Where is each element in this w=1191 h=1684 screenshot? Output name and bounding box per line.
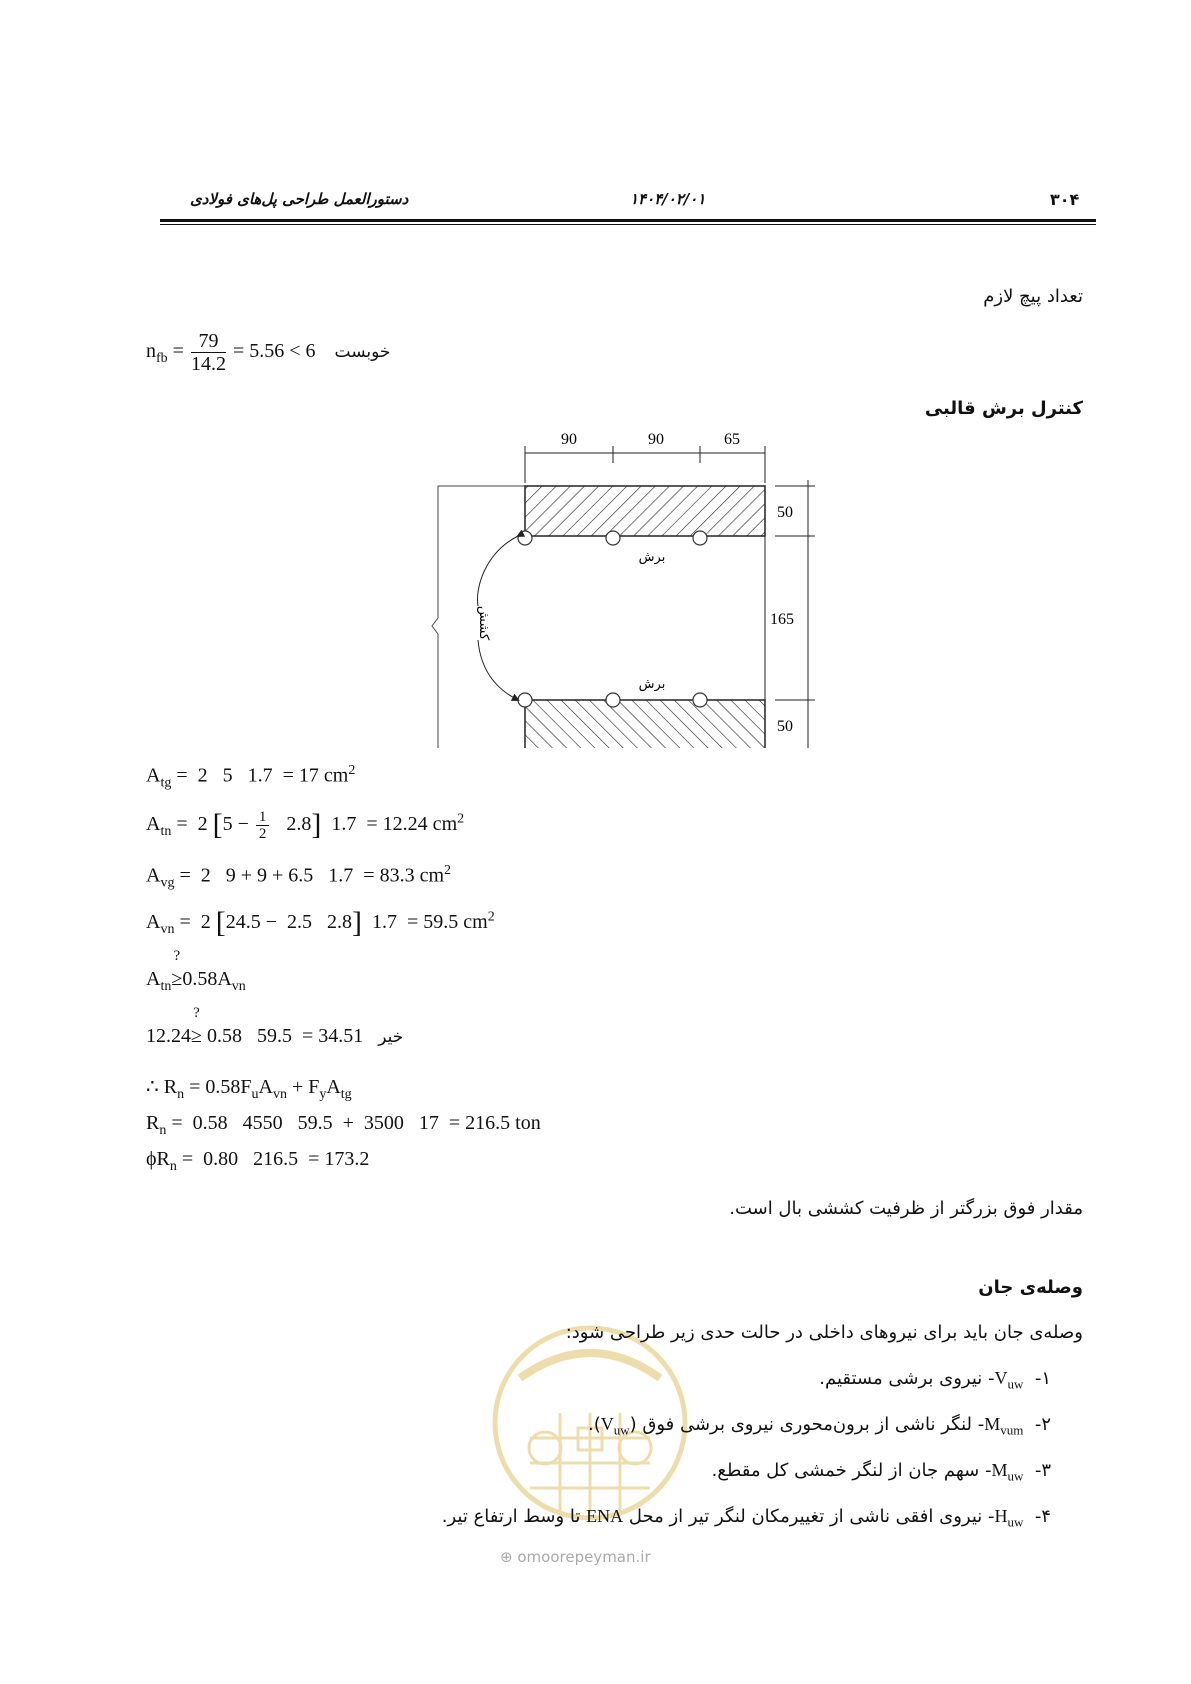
half-numerator: 1: [256, 809, 270, 826]
bolt-hole: [518, 693, 532, 707]
check-num-question-mark: ?: [193, 1005, 200, 1021]
atg-sup: 2: [348, 763, 356, 778]
rn-term-b-sub: vn: [272, 1087, 287, 1102]
nfb-symbol: n: [146, 340, 156, 363]
bolt-hole: [693, 531, 707, 545]
check-ge-symbol: ≥: [171, 968, 183, 990]
rn-value-sub: n: [159, 1123, 167, 1138]
avg-sup: 2: [444, 863, 452, 878]
rn-symbol: R: [163, 1076, 178, 1098]
avn-sup: 2: [487, 909, 495, 925]
avg-body: = 2 9 + 9 + 6.5 1.7 = 83.3 cm: [179, 864, 445, 887]
watermark-globe-icon: ⊕: [500, 1548, 513, 1566]
bolt-count-verdict: خوبست: [334, 342, 391, 363]
dim-top-1: 90: [561, 431, 577, 448]
item-number: ۴-: [1034, 1506, 1051, 1527]
item-text-a: - لنگر ناشی از برون‌محوری نیروی برشی فوق (: [629, 1414, 985, 1435]
eq-rn-formula: [146, 1074, 352, 1103]
header-date: ۱۴۰۴/۰۲/۰۱: [630, 190, 706, 208]
web-splice-item-3: [712, 1460, 1051, 1485]
fraction-numerator: 79: [191, 330, 226, 353]
rn-term-b: A: [258, 1076, 273, 1098]
item-number: ۱-: [1034, 1368, 1051, 1389]
item-symbol-2: [600, 1414, 630, 1438]
dim-right-2: 165: [770, 611, 794, 628]
check-rhs-sub: vn: [231, 979, 246, 994]
avn-post: 1.7 = 59.5 cm: [367, 911, 488, 933]
atg-body: = 2 5 1.7 = 17 cm: [176, 764, 349, 787]
bolt-hole: [606, 531, 620, 545]
item-symbol: [984, 1414, 1024, 1438]
tension-arrow-top: [477, 536, 518, 606]
atg-symbol: A: [146, 764, 161, 787]
item-symbol: [994, 1368, 1024, 1392]
eq-rn-value: [146, 1112, 541, 1139]
phi-rn-symbol: ϕR: [146, 1148, 170, 1170]
item-symbol-sub: uw: [1007, 1468, 1024, 1484]
avn-pre: = 2: [179, 911, 211, 933]
bolt-fraction: [191, 330, 226, 375]
ena-label: ENA: [586, 1506, 624, 1526]
header-rule-thick: [160, 219, 1096, 222]
check-num-ge-symbol: ≥: [191, 1025, 202, 1047]
item-symbol-sub: vum: [1000, 1422, 1024, 1438]
eq-avg: [146, 863, 451, 892]
item-symbol-letter: M: [991, 1460, 1008, 1480]
web-splice-item-4: [442, 1506, 1051, 1531]
dim-right-3: 50: [777, 718, 793, 735]
watermark-site: [500, 1548, 651, 1566]
atn-pre: = 2: [176, 813, 208, 835]
rn-term-d: A: [326, 1076, 341, 1098]
half-denominator: 2: [258, 825, 267, 842]
phi-rn-sub: n: [169, 1159, 177, 1174]
eq-atn: $A_{tn} = 2$ [5 − $\frac{1}{2}$ 2.8] 1.7 = 12.24 $cm^2$: [146, 808, 465, 842]
eq-check: [146, 948, 246, 995]
page-number: ۳۰۴: [1050, 190, 1080, 209]
bolt-hole: [693, 693, 707, 707]
rn-term-c-sub: y: [319, 1087, 327, 1102]
item-text: - سهم جان از لنگر خمشی کل مقطع.: [711, 1460, 992, 1481]
top-dimension-line: [525, 446, 765, 483]
atn-post: 1.7 = 12.24 cm: [326, 813, 458, 835]
check-rhs: 0.58A: [182, 968, 232, 990]
dim-right-1: 50: [777, 504, 793, 521]
header-rule-thin: [160, 224, 1096, 225]
label-shear-bottom: برش: [638, 677, 666, 692]
atn-inner2: 2.8: [276, 813, 312, 835]
hatched-strip-bottom: [525, 700, 765, 748]
bolt-count-result: = 5.56 < 6: [232, 340, 316, 363]
bolt-count-equation: $n_{fb}$ = $\frac{79}{14.2}$ = 5.56 < 6 خوبست: [146, 330, 391, 375]
item-symbol-2-sub: uw: [613, 1422, 630, 1438]
block-shear-heading: کنترل برش قالبی: [924, 398, 1083, 419]
web-splice-item-2: [588, 1414, 1051, 1439]
atn-sub: tn: [160, 824, 172, 839]
check-a: A: [146, 968, 161, 990]
rn-term-a-sub: u: [251, 1087, 259, 1102]
item-symbol-2-letter: V: [600, 1414, 614, 1434]
bolt-count-heading: تعداد پیچ لازم: [983, 286, 1083, 307]
item-symbol: [991, 1460, 1024, 1484]
item-number: ۳-: [1034, 1460, 1051, 1481]
rn-sub: n: [177, 1087, 185, 1102]
dim-top-3: 65: [724, 431, 740, 448]
web-splice-item-1: [819, 1368, 1051, 1393]
therefore-symbol: ∴: [146, 1076, 159, 1098]
avn-inner: 24.5 − 2.5 2.8: [225, 911, 353, 933]
hatched-strip-top: [525, 486, 765, 536]
rn-value-body: = 0.58 4550 59.5 + 3500 17 = 216.5 ton: [171, 1112, 541, 1134]
watermark-site-text: omoorepeyman.ir: [517, 1548, 651, 1566]
item-text: - نیروی برشی مستقیم.: [819, 1368, 995, 1389]
block-shear-conclusion: مقدار فوق بزرگتر از ظرفیت کششی بال است.: [729, 1198, 1083, 1219]
atn-half-fraction: [256, 809, 270, 842]
eq-avn: $A_{vn} = 2$ [24.5 − 2.5 2.8] 1.7 = 59.5 $cm^2$: [146, 906, 495, 939]
rn-term-c: + F: [291, 1076, 320, 1098]
check-num-ge: [191, 1005, 202, 1047]
avn-sub: vn: [160, 922, 175, 937]
web-splice-heading: وصله‌ی جان: [978, 1277, 1083, 1298]
check-num-left: 12.24: [146, 1025, 191, 1047]
item-number: ۲-: [1034, 1414, 1051, 1435]
avg-symbol: A: [146, 864, 161, 887]
check-question-mark: ?: [173, 948, 181, 964]
header-title: دستورالعمل طراحی پل‌های فولادی: [190, 190, 409, 208]
avg-sub: vg: [160, 875, 175, 891]
phi-rn-body: = 0.80 216.5 = 173.2: [181, 1148, 370, 1170]
item-symbol-sub: uw: [1007, 1376, 1024, 1392]
nfb-sub: fb: [156, 351, 168, 367]
item-symbol-letter: M: [984, 1414, 1001, 1434]
item-symbol-sub: uw: [1007, 1514, 1024, 1530]
rn-value-symbol: R: [146, 1112, 160, 1134]
check-ge: [171, 948, 183, 990]
atn-symbol: A: [146, 813, 161, 835]
atg-sub: tg: [160, 775, 172, 791]
bolt-hole: [518, 531, 532, 545]
item-symbol: [994, 1506, 1024, 1530]
tension-arrow-bottom: [478, 640, 518, 700]
fraction-denominator: 14.2: [190, 353, 226, 375]
check-num-rhs: 0.58 59.5 = 34.51: [201, 1025, 364, 1047]
atn-sup: 2: [457, 811, 465, 827]
label-tension: کشش: [476, 605, 491, 641]
item-symbol-letter: H: [994, 1506, 1008, 1526]
block-shear-diagram: [430, 428, 820, 748]
atn-inner: 5 −: [222, 813, 249, 835]
label-shear-top: برش: [638, 550, 666, 565]
item-text-a: - نیروی افقی ناشی از تغییرمکان لنگر تیر از محل: [623, 1506, 995, 1527]
rn-term-a: = 0.58F: [189, 1076, 252, 1098]
avn-symbol: A: [146, 911, 161, 933]
dim-top-2: 90: [648, 431, 664, 448]
web-splice-intro: وصله‌ی جان باید برای نیروهای داخلی در حالت حدی زیر طراحی شود:: [565, 1322, 1083, 1343]
item-text-b: ).: [587, 1414, 601, 1435]
eq-check-numeric: [146, 1005, 404, 1048]
item-text-b: تا وسط ارتفاع تیر.: [441, 1506, 587, 1527]
check-a-sub: tn: [160, 979, 172, 994]
rn-term-d-sub: tg: [340, 1087, 352, 1102]
eq-phi-rn: [146, 1148, 369, 1175]
check-num-verdict: خیر: [378, 1027, 404, 1047]
bolt-hole: [606, 693, 620, 707]
item-symbol-letter: V: [994, 1368, 1008, 1388]
eq-atg: [146, 763, 355, 792]
